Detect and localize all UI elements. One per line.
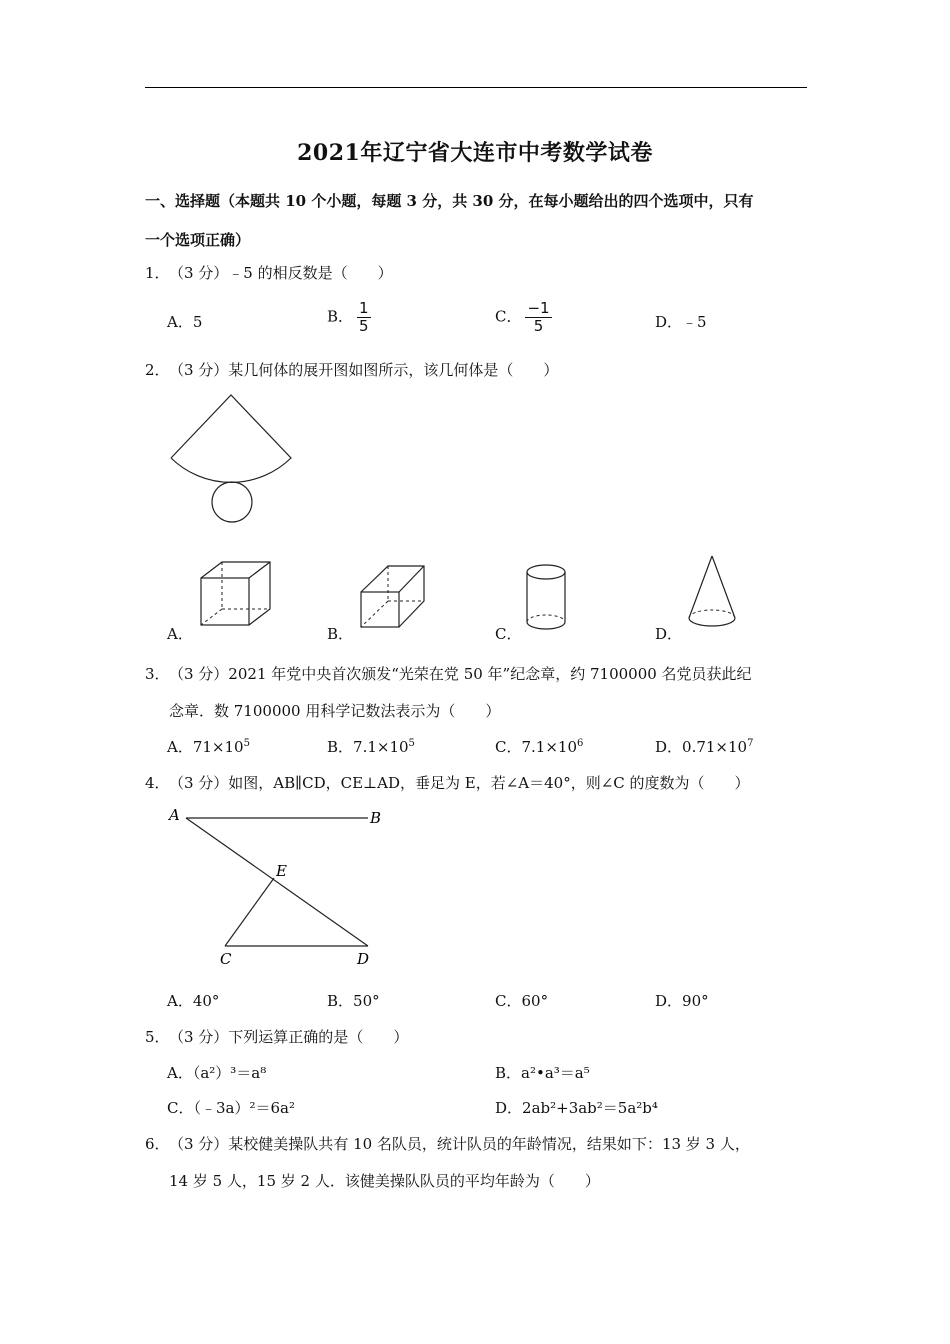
fraction (357, 300, 371, 335)
question-text: （3 分）下列运算正确的是（ ） (169, 1028, 409, 1046)
q3-option-a (167, 737, 250, 757)
q1-option-b (327, 300, 371, 335)
question-number: 4． (145, 774, 170, 792)
exponent: 7 (747, 738, 754, 749)
option-text: A．71×10 (167, 738, 244, 756)
question-text: （3 分）某几何体的展开图如图所示，该几何体是（ ） (169, 361, 559, 379)
q2-option-a: A． (167, 625, 193, 643)
page-title: 2021年辽宁省大连市中考数学试卷 (297, 140, 653, 166)
q3-option-b (327, 737, 415, 757)
section-heading-line2: 一个选项正确） (145, 231, 251, 249)
point-label-a: A (169, 806, 180, 824)
question-number: 5． (145, 1028, 170, 1046)
option-label: B． (327, 307, 354, 326)
q2-option-c: C． (495, 625, 522, 643)
point-label-d: D (357, 950, 370, 968)
question-text: （3 分）﹣5 的相反数是（ ） (169, 264, 393, 282)
denominator: 5 (533, 317, 544, 335)
question-4 (145, 773, 750, 793)
q4-option-b: B．50° (327, 992, 380, 1010)
denominator: 5 (359, 317, 369, 335)
q2-option-b: B． (327, 625, 354, 643)
numerator: −1 (527, 299, 550, 317)
question-6 (145, 1134, 750, 1154)
q5-option-a: A．（a²）³＝a⁸ (167, 1064, 267, 1082)
geometry-figure-abcde (160, 800, 400, 975)
numerator: 1 (359, 299, 369, 317)
q5-option-c: C．（﹣3a）²＝6a² (167, 1099, 295, 1117)
question-text: （3 分）如图，AB∥CD，CE⊥AD，垂足为 E，若∠A＝40°，则∠C 的度数为（ ） (169, 774, 750, 792)
cuboid-icon (358, 562, 428, 630)
exponent: 6 (577, 738, 584, 749)
question-text-line1: （3 分）2021 年党中央首次颁发“光荣在党 50 年”纪念章，约 7100000 名党员获此纪 (169, 665, 752, 683)
q4-option-d: D．90° (655, 992, 709, 1010)
point-label-c: C (220, 950, 232, 968)
header-rule (145, 87, 807, 88)
exponent: 5 (408, 738, 415, 749)
q3-option-c (495, 737, 583, 757)
option-text: D．0.71×10 (655, 738, 748, 756)
segment-ce (225, 878, 274, 946)
question-5 (145, 1027, 408, 1047)
option-label: C． (495, 307, 522, 326)
section-heading-line1: 一、选择题（本题共 10 个小题，每题 3 分，共 30 分，在每小题给出的四个选项中，只有 (145, 192, 754, 210)
cone-icon (686, 554, 738, 634)
point-label-e: E (276, 862, 287, 880)
question-3 (145, 664, 752, 684)
cylinder-icon (526, 563, 568, 633)
q1-option-d: D．﹣5 (655, 313, 707, 331)
question-3-line2: 念章．数 7100000 用科学记数法表示为（ ） (169, 702, 501, 720)
option-text: C．7.1×10 (495, 738, 577, 756)
cone-net-figure (160, 390, 305, 530)
q5-option-d: D．2ab²+3ab²＝5a²b⁴ (495, 1099, 658, 1117)
question-1 (145, 263, 393, 283)
q1-option-a: A．5 (167, 313, 203, 331)
fraction (525, 300, 551, 335)
question-2 (145, 360, 558, 380)
point-label-b: B (370, 809, 382, 827)
q3-option-d (655, 737, 753, 757)
segment-ad (186, 818, 368, 946)
question-number: 2． (145, 361, 170, 379)
q4-option-c: C．60° (495, 992, 549, 1010)
option-text: B．7.1×10 (327, 738, 409, 756)
question-number: 3． (145, 665, 170, 683)
question-number: 1． (145, 264, 170, 282)
question-6-line2: 14 岁 5 人，15 岁 2 人．该健美操队队员的平均年龄为（ ） (169, 1172, 600, 1190)
q1-option-c (495, 300, 552, 335)
question-text-line1: （3 分）某校健美操队共有 10 名队员，统计队员的年龄情况，结果如下：13 岁 3 人， (169, 1135, 750, 1153)
question-number: 6． (145, 1135, 170, 1153)
q2-option-d: D． (655, 625, 683, 643)
q5-option-b: B．a²•a³＝a⁵ (495, 1064, 590, 1082)
q4-option-a: A．40° (167, 992, 220, 1010)
cube-icon (198, 560, 274, 628)
exponent: 5 (243, 738, 250, 749)
